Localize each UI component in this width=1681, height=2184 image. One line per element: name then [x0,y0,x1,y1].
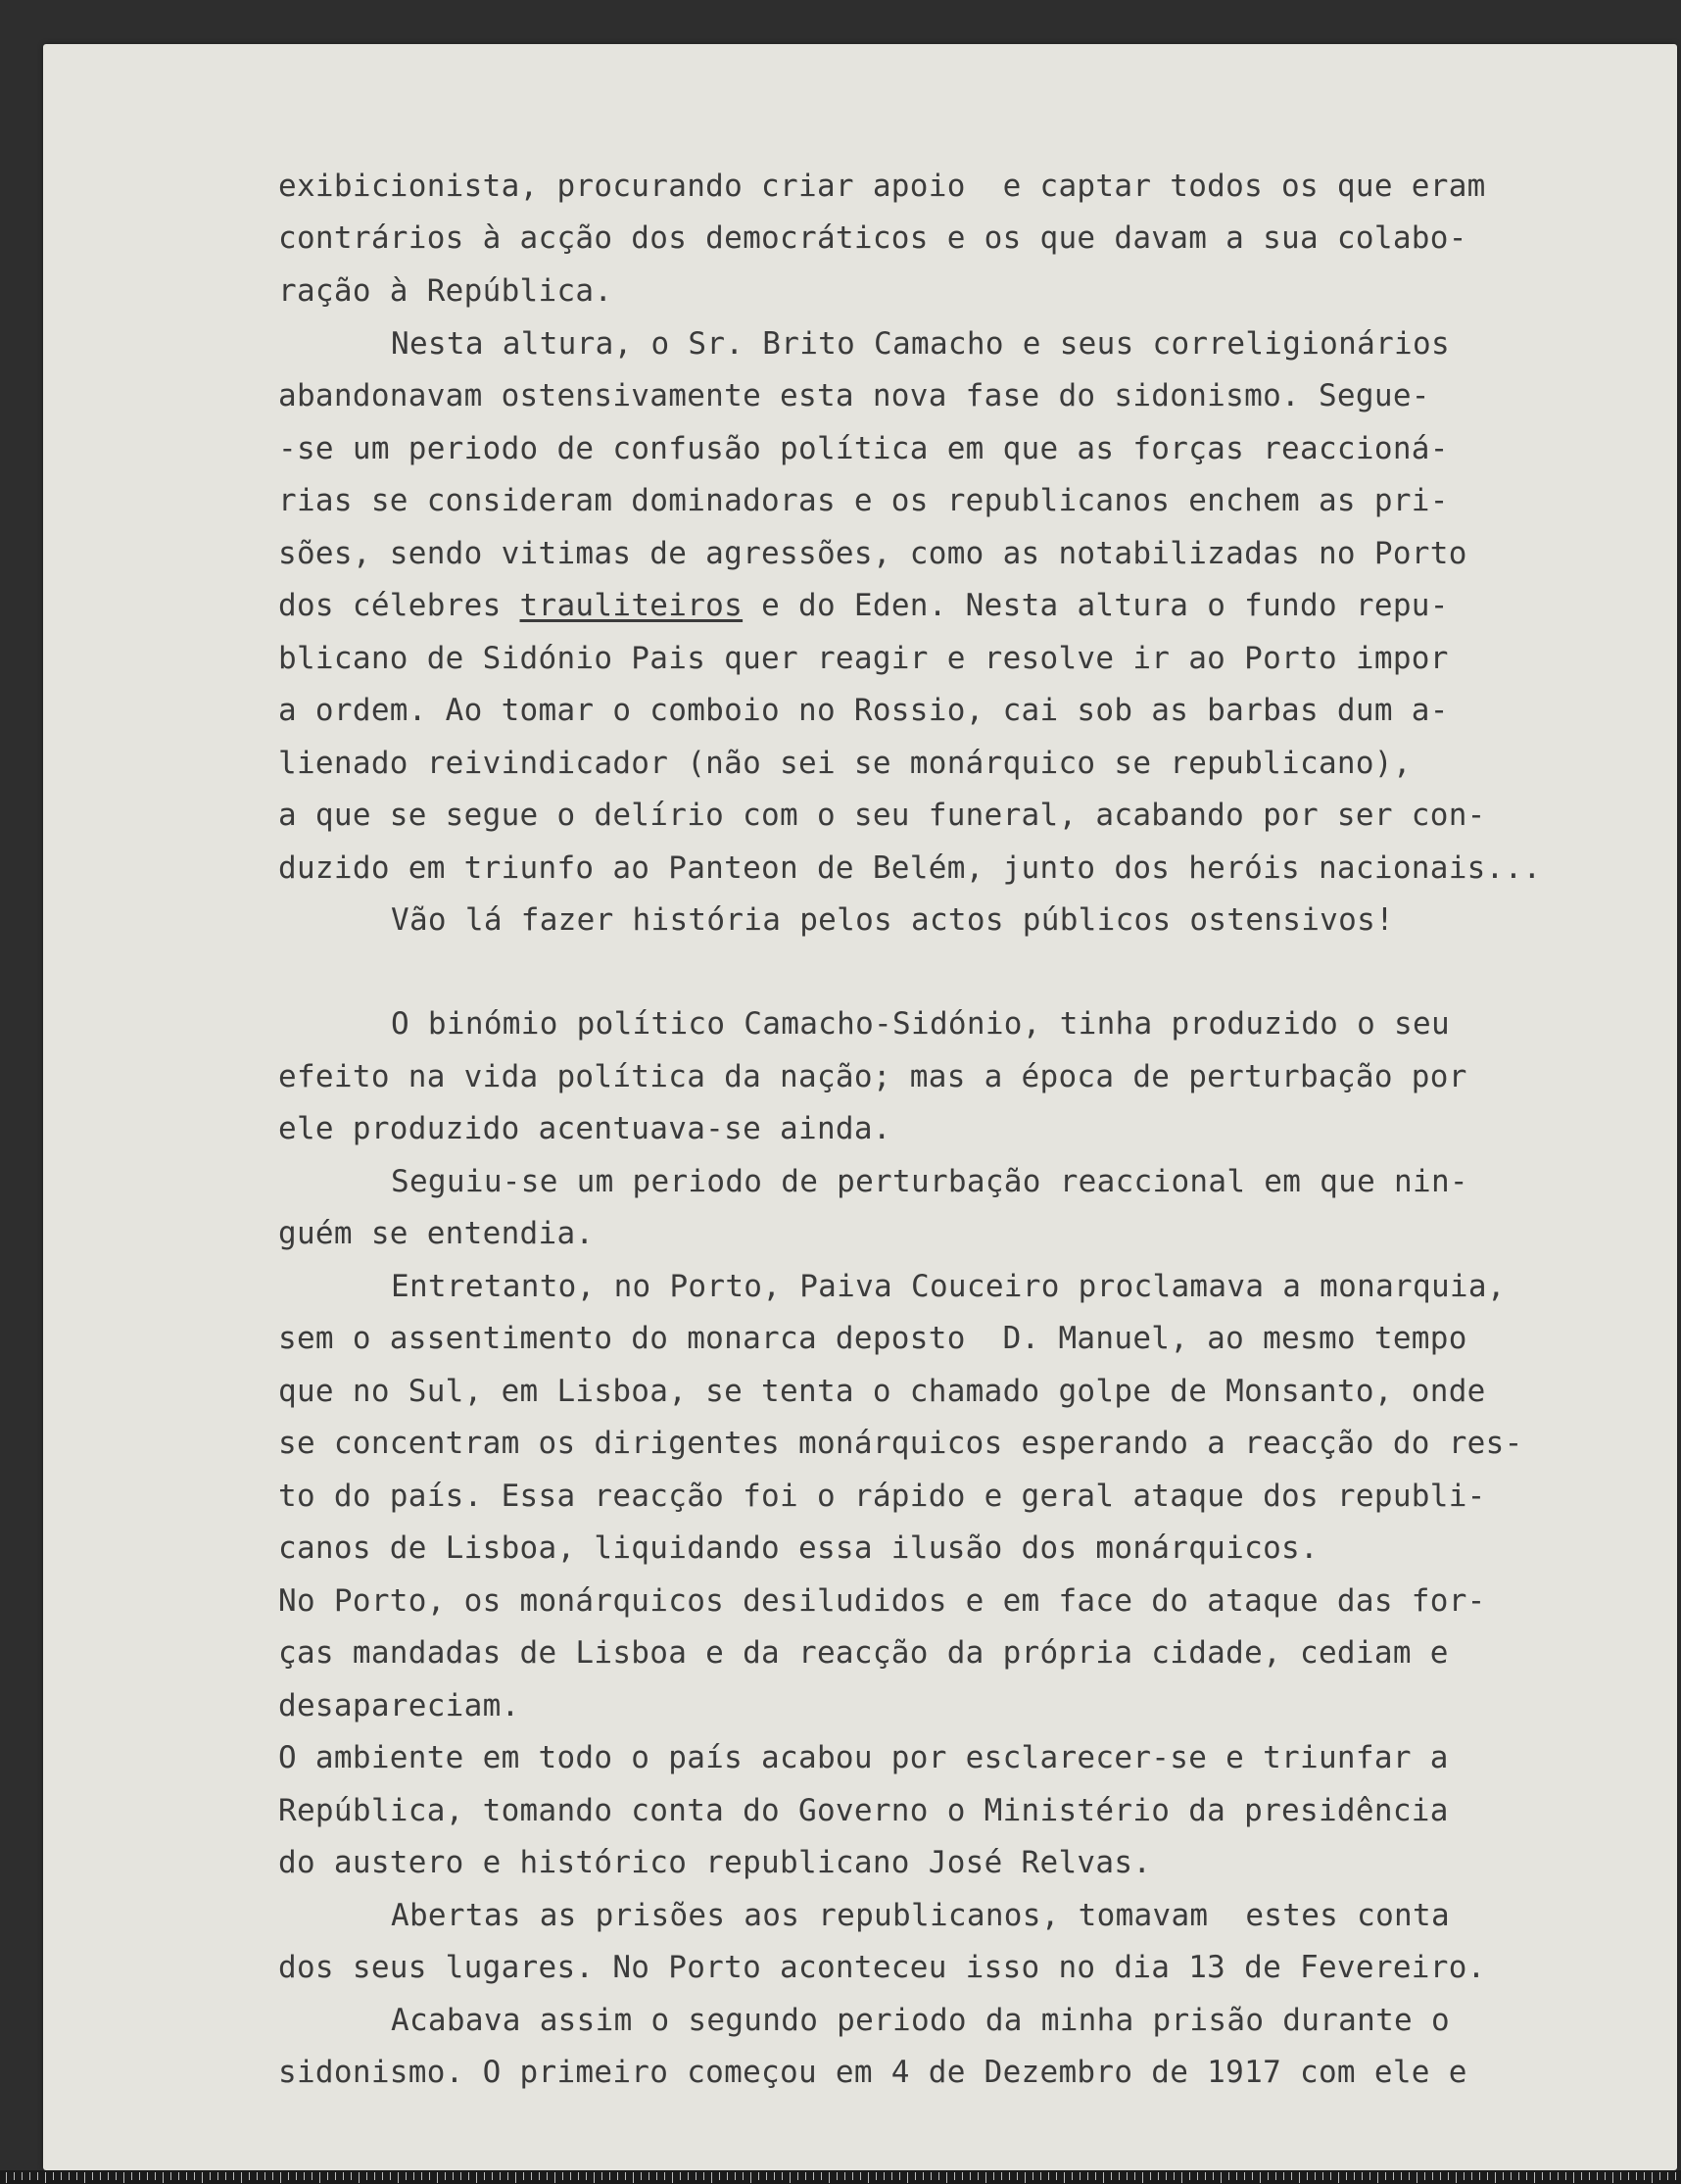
ruler-tick [837,2172,838,2180]
ruler-tick [366,2172,367,2180]
ruler-tick [257,2172,258,2180]
ruler-tick [1166,2172,1167,2180]
ruler-tick [547,2172,548,2180]
ruler-tick [586,2172,587,2180]
ruler-tick [1221,2172,1222,2183]
ruler-tick [319,2172,320,2183]
ruler-tick [703,2172,704,2180]
ruler-tick [61,2172,62,2180]
ruler-tick [29,2172,30,2180]
ruler-tick [868,2172,869,2183]
ruler-tick [750,2172,751,2183]
ruler-tick [296,2172,297,2180]
ruler-tick [1260,2172,1261,2183]
ruler-tick [413,2172,414,2180]
ruler-tick [554,2172,555,2183]
ruler-tick [931,2172,932,2180]
ruler-tick [1440,2172,1441,2180]
ruler-tick [1025,2172,1026,2183]
ruler-tick [1628,2172,1629,2180]
text-line: Nesta altura, o Sr. Brito Camacho e seus correligionários [391,326,1450,362]
ruler-tick [1197,2172,1198,2180]
ruler-tick [1464,2172,1465,2180]
ruler-tick [1448,2172,1449,2180]
ruler-tick [641,2172,642,2180]
ruler-tick [1675,2172,1676,2180]
ruler-tick [233,2172,234,2180]
ruler-tick [962,2172,963,2180]
ruler-tick [1354,2172,1355,2180]
ruler-tick [1111,2172,1112,2180]
ruler-tick [743,2172,744,2180]
ruler-tick [155,2172,156,2180]
ruler-tick [1487,2172,1488,2180]
text-line: No Porto, os monárquicos desiludidos e em face do ataque das for- [278,1583,1486,1619]
ruler-tick [899,2172,900,2180]
ruler-tick [766,2172,767,2180]
ruler-tick [1581,2172,1582,2180]
ruler-tick [1432,2172,1433,2180]
ruler-tick [688,2172,689,2180]
ruler-tick [468,2172,469,2180]
ruler-tick [398,2172,399,2183]
ruler-tick [978,2172,979,2180]
ruler-tick [1409,2172,1410,2180]
ruler-tick [805,2172,806,2180]
ruler-tick [6,2172,7,2183]
text-line: exibicionista, procurando criar apoio e captar todos os que eram [278,169,1486,204]
text-line [278,588,1449,623]
ruler-tick [758,2172,759,2180]
ruler-tick [1291,2172,1292,2180]
text-line: dos seus lugares. No Porto aconteceu isso no dia 13 de Fevereiro. [278,1950,1486,1985]
text-line: guém se entendia. [278,1216,595,1251]
text-line: -se um periodo de confusão política em que as forças reaccioná- [278,431,1449,466]
text-line: Vão lá fazer história pelos actos públicos ostensivos! [391,902,1395,938]
ruler-tick [1377,2172,1378,2183]
ruler-tick [1393,2172,1394,2180]
ruler-tick [1330,2172,1331,2180]
ruler-tick [985,2172,986,2183]
ruler-tick [1385,2172,1386,2180]
ruler-tick [194,2172,195,2180]
ruler-tick [1471,2172,1472,2180]
ruler-tick [1315,2172,1316,2180]
ruler-tick [1158,2172,1159,2180]
ruler-tick [829,2172,830,2183]
ruler-tick [844,2172,845,2180]
ruler-tick [1479,2172,1480,2180]
ruler-tick [1573,2172,1574,2183]
ruler-tick [500,2172,501,2180]
ruler-tick [860,2172,861,2180]
ruler-tick [139,2172,140,2180]
text-line: sem o assentimento do monarca deposto D. Manuel, ao mesmo tempo [278,1321,1467,1356]
ruler-tick [1542,2172,1543,2180]
ruler-tick [186,2172,187,2180]
ruler-tick [437,2172,438,2183]
ruler-tick [656,2172,657,2180]
ruler-tick [672,2172,673,2183]
ruler-tick [14,2172,15,2180]
text-line: sidonismo. O primeiro começou em 4 de Dezembro de 1917 com ele e [278,2055,1467,2090]
ruler-tick [272,2172,273,2180]
ruler-tick [92,2172,93,2180]
ruler-tick [406,2172,407,2180]
ruler-tick [374,2172,375,2180]
ruler-tick [123,2172,124,2183]
ruler-tick [492,2172,493,2180]
ruler-tick [648,2172,649,2180]
ruler-tick [280,2172,281,2183]
ruler-tick [69,2172,70,2180]
ruler-tick [84,2172,85,2183]
text-line: ele produzido acentuava-se ainda. [278,1111,891,1146]
ruler-tick [476,2172,477,2183]
typewritten-page [43,44,1677,2170]
measurement-ruler [0,2170,1681,2184]
text-line: blicano de Sidónio Pais quer reagir e resolve ir ao Porto impor [278,641,1449,676]
ruler-tick [1299,2172,1300,2183]
ruler-tick [178,2172,179,2180]
ruler-tick [884,2172,885,2180]
ruler-tick [22,2172,23,2180]
ruler-tick [1307,2172,1308,2180]
ruler-tick [1597,2172,1598,2180]
ruler-tick [249,2172,250,2180]
ruler-tick [288,2172,289,2180]
text-line: contrários à acção dos democráticos e os que davam a sua colabo- [278,220,1467,256]
ruler-tick [1659,2172,1660,2180]
ruler-tick [1526,2172,1527,2180]
ruler-tick [460,2172,461,2180]
text-line: Entretanto, no Porto, Paiva Couceiro proclamava a monarquia, [391,1269,1506,1304]
ruler-tick [1236,2172,1237,2180]
ruler-tick [507,2172,508,2180]
text-line: ças mandadas de Lisboa e da reacção da própria cidade, cediam e [278,1635,1449,1671]
ruler-tick [664,2172,665,2180]
text-line: que no Sul, em Lisboa, se tenta o chamado golpe de Monsanto, onde [278,1374,1486,1409]
ruler-tick [1283,2172,1284,2180]
ruler-tick [1080,2172,1081,2180]
ruler-tick [852,2172,853,2180]
ruler-tick [1252,2172,1253,2180]
ruler-tick [1001,2172,1002,2180]
ruler-tick [1189,2172,1190,2180]
ruler-tick [993,2172,994,2180]
ruler-tick [735,2172,736,2180]
text-line: Abertas as prisões aos republicanos, tomavam estes conta [391,1898,1450,1933]
text-line: do austero e histórico republicano José Relvas. [278,1845,1152,1880]
ruler-tick [907,2172,908,2183]
ruler-tick [1511,2172,1512,2180]
ruler-tick [1275,2172,1276,2180]
ruler-tick [45,2172,46,2183]
ruler-tick [163,2172,164,2183]
ruler-tick [1205,2172,1206,2180]
ruler-tick [359,2172,360,2183]
ruler-tick [304,2172,305,2180]
ruler-tick [539,2172,540,2180]
text-line: República, tomando conta do Governo o Ministério da presidência [278,1793,1449,1828]
ruler-tick [1017,2172,1018,2180]
ruler-tick [76,2172,77,2180]
underlined-word: trauliteiros [519,588,744,623]
text-line: rias se consideram dominadoras e os republicanos enchem as pri- [278,483,1449,518]
text-line: O binómio político Camacho-Sidónio, tinha produzido o seu [391,1006,1450,1042]
ruler-tick [609,2172,610,2180]
ruler-tick [1056,2172,1057,2180]
ruler-tick [711,2172,712,2183]
ruler-tick [1009,2172,1010,2180]
ruler-tick [1150,2172,1151,2180]
ruler-tick [923,2172,924,2180]
text-line: se concentram os dirigentes monárquicos esperando a reacção do res- [278,1426,1523,1461]
ruler-tick [453,2172,454,2180]
ruler-tick [343,2172,344,2180]
ruler-tick [1134,2172,1135,2180]
ruler-tick [421,2172,422,2180]
ruler-tick [1338,2172,1339,2183]
ruler-tick [617,2172,618,2180]
ruler-tick [1652,2172,1653,2183]
text-line: efeito na vida política da nação; mas a época de perturbação por [278,1059,1467,1094]
ruler-tick [1244,2172,1245,2180]
ruler-tick [954,2172,955,2180]
ruler-tick [1456,2172,1457,2183]
ruler-tick [1142,2172,1143,2183]
ruler-tick [633,2172,634,2183]
ruler-tick [680,2172,681,2180]
ruler-tick [351,2172,352,2180]
text-line: canos de Lisboa, liquidando essa ilusão dos monárquicos. [278,1530,1319,1566]
ruler-tick [523,2172,524,2180]
ruler-tick [210,2172,211,2180]
ruler-tick [1040,2172,1041,2180]
ruler-tick [1620,2172,1621,2180]
ruler-tick [1369,2172,1370,2180]
ruler-tick [719,2172,720,2180]
ruler-tick [515,2172,516,2183]
ruler-tick [241,2172,242,2183]
ruler-tick [1503,2172,1504,2180]
ruler-tick [970,2172,971,2180]
ruler-tick [264,2172,265,2180]
text-line: sões, sendo vitimas de agressões, como as notabilizadas no Porto [278,536,1467,571]
ruler-tick [1119,2172,1120,2180]
ruler-tick [562,2172,563,2180]
ruler-tick [1667,2172,1668,2180]
ruler-tick [1550,2172,1551,2180]
ruler-tick [53,2172,54,2180]
text-segment: dos célebres [278,588,520,623]
text-line: a que se segue o delírio com o seu funeral, acabando por ser con- [278,798,1486,833]
text-line: desapareciam. [278,1688,520,1723]
ruler-tick [1072,2172,1073,2180]
ruler-tick [1605,2172,1606,2180]
text-line: Seguiu-se um periodo de perturbação reaccional em que nin- [391,1164,1468,1199]
ruler-tick [813,2172,814,2180]
ruler-tick [170,2172,171,2180]
ruler-tick [108,2172,109,2180]
ruler-tick [1401,2172,1402,2180]
ruler-tick [1534,2172,1535,2183]
ruler-tick [1174,2172,1175,2180]
text-line: abandonavam ostensivamente esta nova fase do sidonismo. Segue- [278,378,1430,413]
ruler-tick [891,2172,892,2180]
ruler-tick [1095,2172,1096,2180]
ruler-tick [1644,2172,1645,2180]
ruler-tick [335,2172,336,2180]
ruler-tick [946,2172,947,2183]
ruler-tick [217,2172,218,2180]
ruler-tick [790,2172,791,2183]
ruler-tick [390,2172,391,2180]
ruler-tick [594,2172,595,2183]
ruler-tick [100,2172,101,2180]
ruler-tick [531,2172,532,2180]
ruler-tick [484,2172,485,2180]
ruler-tick [1213,2172,1214,2180]
ruler-tick [382,2172,383,2180]
ruler-tick [202,2172,203,2183]
ruler-tick [1636,2172,1637,2180]
ruler-tick [625,2172,626,2180]
ruler-tick [1228,2172,1229,2180]
ruler-tick [570,2172,571,2180]
text-line: O ambiente em todo o país acabou por esclarecer-se e triunfar a [278,1740,1449,1775]
ruler-tick [147,2172,148,2180]
ruler-tick [1087,2172,1088,2180]
ruler-tick [821,2172,822,2180]
ruler-tick [1064,2172,1065,2183]
ruler-tick [1362,2172,1363,2180]
ruler-tick [1558,2172,1559,2180]
ruler-tick [1518,2172,1519,2180]
ruler-tick [1346,2172,1347,2180]
ruler-tick [876,2172,877,2180]
ruler-tick [1565,2172,1566,2180]
ruler-tick [37,2172,38,2180]
ruler-tick [578,2172,579,2180]
text-line: duzido em triunfo ao Panteon de Belém, junto dos heróis nacionais... [278,850,1542,886]
ruler-tick [1424,2172,1425,2180]
ruler-tick [116,2172,117,2180]
ruler-tick [938,2172,939,2180]
ruler-tick [327,2172,328,2180]
text-line: a ordem. Ao tomar o comboio no Rossio, cai sob as barbas dum a- [278,693,1449,728]
ruler-tick [601,2172,602,2180]
ruler-tick [1103,2172,1104,2183]
ruler-tick [1322,2172,1323,2180]
ruler-tick [782,2172,783,2180]
ruler-tick [1127,2172,1128,2180]
ruler-tick [429,2172,430,2180]
ruler-tick [797,2172,798,2180]
ruler-tick [774,2172,775,2180]
text-line: Acabava assim o segundo periodo da minha prisão durante o [391,2003,1450,2038]
text-line: ração à República. [278,273,613,309]
ruler-tick [1589,2172,1590,2180]
ruler-tick [727,2172,728,2180]
ruler-tick [915,2172,916,2180]
ruler-tick [1612,2172,1613,2183]
ruler-tick [1268,2172,1269,2180]
ruler-tick [131,2172,132,2180]
text-line: to do país. Essa reacção foi o rápido e geral ataque dos republi- [278,1479,1486,1514]
ruler-tick [225,2172,226,2180]
ruler-tick [1495,2172,1496,2183]
ruler-tick [1181,2172,1182,2183]
text-segment: e do Eden. Nesta altura o fundo repu- [743,588,1449,623]
text-line: lienado reivindicador (não sei se monárquico se republicano), [278,746,1412,781]
ruler-tick [445,2172,446,2180]
ruler-tick [1048,2172,1049,2180]
